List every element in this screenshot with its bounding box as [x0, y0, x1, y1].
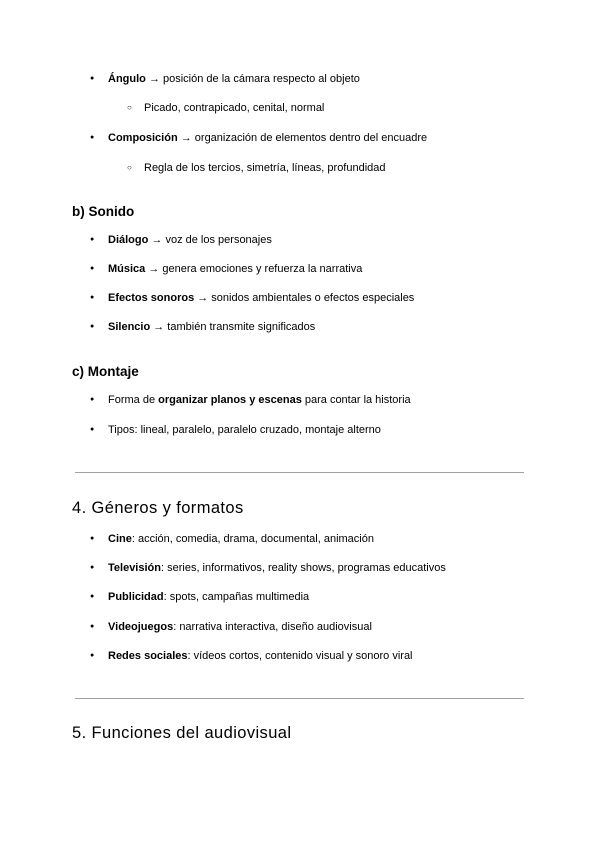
item-text: → voz de los personajes [148, 234, 272, 246]
item-text: → sonidos ambientales o efectos especiales [194, 292, 415, 304]
bullet-icon [90, 291, 94, 307]
bullet-icon [90, 590, 94, 606]
item-text: : acción, comedia, drama, documental, animación [131, 533, 374, 545]
bullet-icon [90, 561, 94, 577]
term-efectos-sonoros: Efectos sonoros [108, 292, 195, 304]
term-silencio: Silencio [108, 321, 151, 333]
heading-generos-formatos: 4. Géneros y formatos [72, 499, 244, 517]
heading-montaje: c) Montaje [72, 364, 139, 379]
bullet-icon [90, 72, 94, 88]
list-item-television [108, 561, 446, 575]
bullet-icon [90, 233, 94, 249]
bullet-icon [90, 620, 94, 636]
bullet-icon [90, 262, 94, 278]
sub-item-composicion: Regla de los tercios, simetría, líneas, profundidad [144, 162, 386, 174]
bullet-icon [90, 649, 94, 665]
item-text: → posición de la cámara respecto al objeto [145, 73, 360, 85]
term-publicidad: Publicidad [108, 591, 164, 603]
list-item-composicion [108, 131, 427, 145]
bullet-icon [90, 320, 94, 336]
item-text: Forma de [108, 394, 159, 406]
term-videojuegos: Videojuegos [108, 621, 174, 633]
term-redes-sociales: Redes sociales [108, 650, 188, 662]
list-item-redes-sociales [108, 649, 413, 663]
bullet-icon [90, 131, 94, 147]
term-television: Televisión [108, 562, 161, 574]
list-item-dialogo [108, 233, 272, 247]
bullet-icon [90, 532, 94, 548]
list-item-angulo [108, 72, 360, 86]
horizontal-rule [75, 472, 524, 473]
term-cine: Cine [108, 533, 132, 545]
list-item-publicidad [108, 590, 309, 604]
item-text: : series, informativos, reality shows, programas educativos [160, 562, 446, 574]
horizontal-rule [75, 698, 524, 699]
bullet-icon [90, 423, 94, 439]
sub-item-angulo: Picado, contrapicado, cenital, normal [144, 102, 325, 114]
sub-bullet-icon [127, 161, 132, 176]
list-item-montaje-tipos: Tipos: lineal, paralelo, paralelo cruzado, montaje alterno [108, 424, 381, 436]
list-item-musica [108, 262, 362, 276]
item-text: : spots, campañas multimedia [163, 591, 310, 603]
bold-phrase: organizar planos y escenas [158, 394, 302, 406]
item-text: → organización de elementos dentro del encuadre [177, 132, 428, 144]
term-angulo: Ángulo [108, 73, 146, 85]
list-item-cine [108, 532, 374, 546]
list-item-efectos-sonoros [108, 291, 414, 305]
item-text: → genera emociones y refuerza la narrativa [145, 263, 363, 275]
list-item-silencio [108, 320, 315, 334]
term-dialogo: Diálogo [108, 234, 149, 246]
item-text: para contar la historia [301, 394, 411, 406]
term-composicion: Composición [108, 132, 178, 144]
item-text: : narrativa interactiva, diseño audiovisual [173, 621, 372, 633]
bullet-icon [90, 393, 94, 409]
item-text: : vídeos cortos, contenido visual y sonoro viral [187, 650, 413, 662]
term-musica: Música [108, 263, 146, 275]
heading-funciones: 5. Funciones del audiovisual [72, 724, 292, 742]
sub-bullet-icon [127, 101, 132, 116]
list-item-montaje-forma [108, 393, 411, 407]
heading-sonido: b) Sonido [72, 204, 135, 219]
list-item-videojuegos [108, 620, 372, 634]
item-text: → también transmite significados [150, 321, 316, 333]
